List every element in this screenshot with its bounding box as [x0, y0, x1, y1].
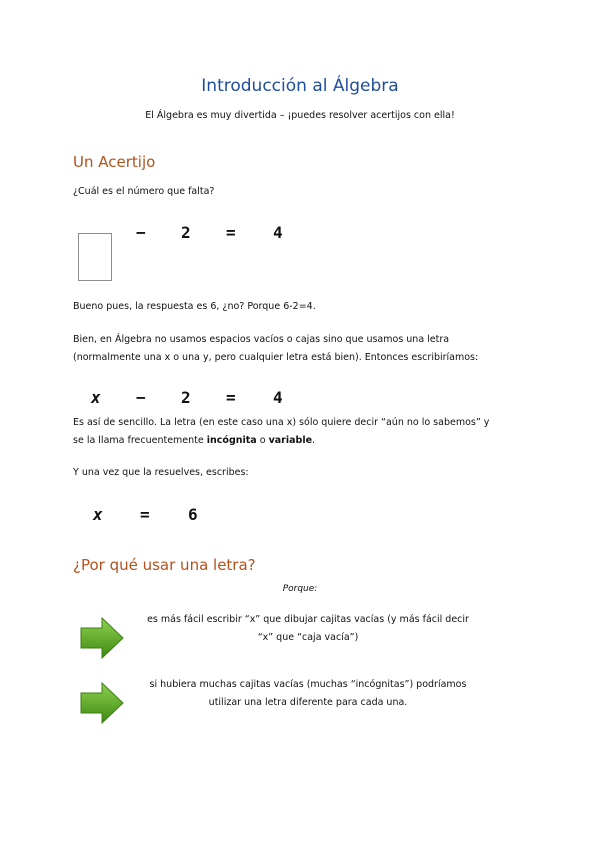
solved-text: Y una vez que la resuelves, escribes: — [73, 467, 249, 478]
eq1-minus: − — [136, 223, 146, 242]
reason-1-line2: “x” que “caja vacía”) — [257, 632, 359, 643]
green-arrow-icon — [80, 617, 124, 659]
green-arrow-icon — [80, 682, 124, 724]
term-variable: variable — [268, 435, 313, 446]
reason-2-line1: si hubiera muchas cajitas vacías (muchas “incógnitas”) podríamos — [149, 679, 467, 690]
eq1-four: 4 — [273, 223, 283, 242]
page-subtitle: El Álgebra es muy divertida – ¡puedes resolver acertijos con ella! — [145, 110, 455, 121]
term-incognita: incógnita — [206, 435, 257, 446]
reason-1 — [130, 611, 486, 647]
paragraph-explanation-line2: se la llama frecuentemente incógnita o variable. — [73, 435, 316, 446]
reason-1-line1: es más fácil escribir “x” que dibujar cajitas vacías (y más fácil decir — [147, 614, 469, 625]
eq2-two: 2 — [181, 388, 191, 407]
paragraph-explanation-line1: Es así de sencillo. La letra (en este caso una x) sólo quiere decir “aún no lo sabemos” y — [73, 417, 490, 428]
eq3-x: x — [93, 505, 103, 524]
eq2-minus: − — [136, 388, 146, 407]
paragraph-letters-line1: Bien, en Álgebra no usamos espacios vacíos o cajas sino que usamos una letra — [73, 334, 450, 345]
paragraph-explanation — [73, 414, 543, 450]
eq1-equals: = — [226, 223, 236, 242]
eq1-two: 2 — [181, 223, 191, 242]
section-heading-acertijo: Un Acertijo — [73, 153, 156, 171]
page-title: Introducción al Álgebra — [201, 76, 399, 96]
eq3-equals: = — [140, 505, 150, 524]
eq2-four: 4 — [273, 388, 283, 407]
answer-text: Bueno pues, la respuesta es 6, ¿no? Porque 6-2=4. — [73, 301, 316, 312]
eq3-six: 6 — [188, 505, 198, 524]
paragraph-letters-line2: (normalmente una x o una y, pero cualquier letra está bien). Entonces escribiríamos: — [73, 352, 479, 363]
porque-label: Porque: — [282, 584, 318, 594]
reason-2 — [130, 676, 486, 712]
eq2-equals: = — [226, 388, 236, 407]
reason-2-line2: utilizar una letra diferente para cada una. — [208, 697, 408, 708]
empty-box-icon — [78, 233, 112, 281]
section-heading-why-letter: ¿Por qué usar una letra? — [73, 556, 256, 574]
paragraph-letters — [73, 331, 543, 367]
eq2-x: x — [91, 388, 101, 407]
question-text: ¿Cuál es el número que falta? — [73, 186, 215, 197]
